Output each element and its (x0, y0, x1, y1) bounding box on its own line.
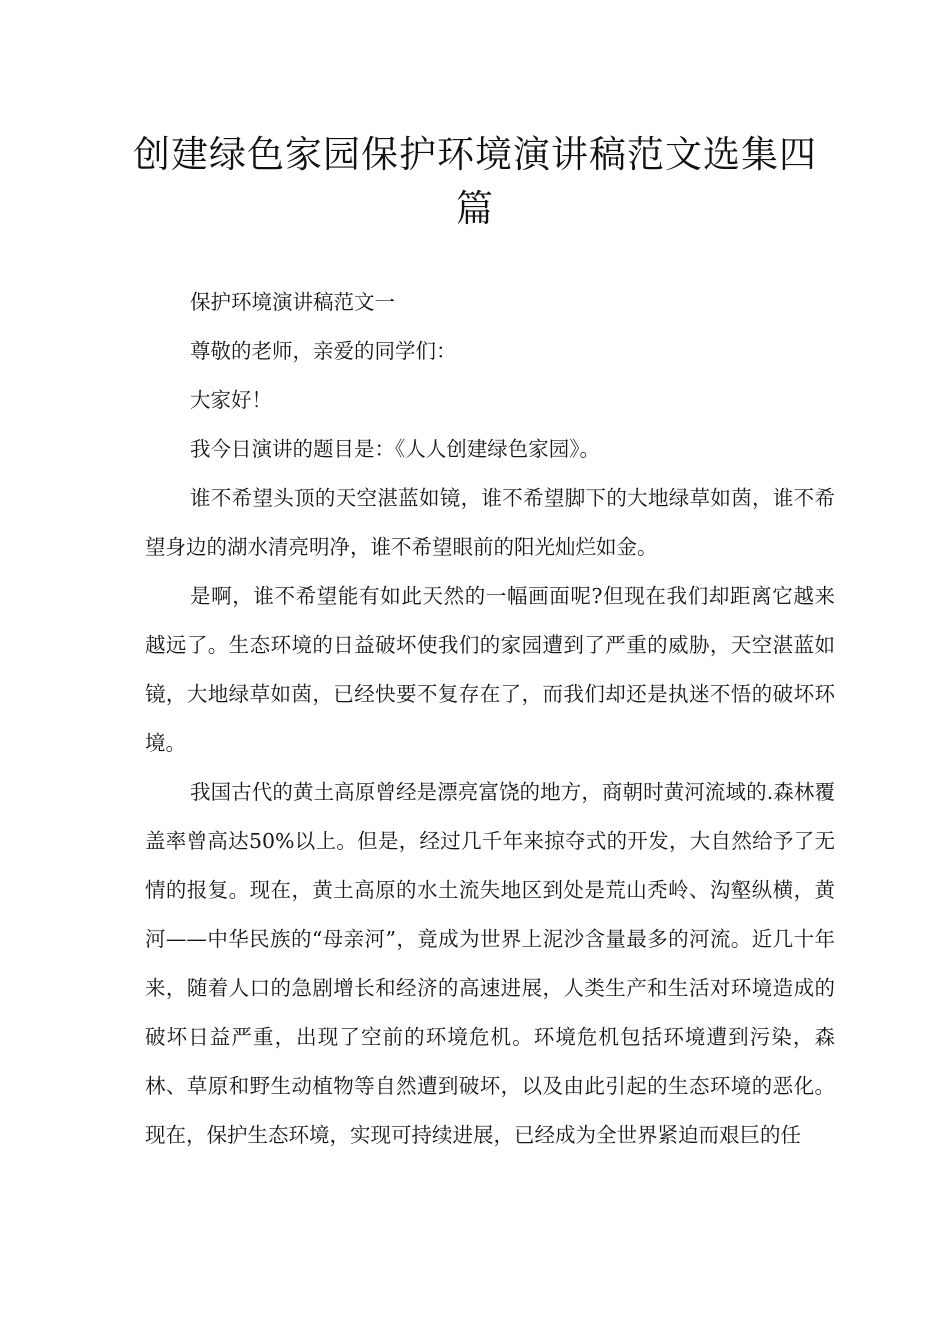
paragraph-greeting: 大家好！ (190, 388, 272, 412)
document-body (145, 278, 835, 1160)
paragraph-topic: 我今日演讲的题目是：《人人创建绿色家园》。 (190, 437, 600, 461)
paragraph-body-3: 我国古代的黄土高原曾经是漂亮富饶的地方，商朝时黄河流域的.森林覆盖率曾高达50%以上。但是，经过几千年来掠夺式的开发，大自然给予了无情的报复。现在，黄土高原的水土流失地区到处是荒山秃岭、沟壑纵横，黄河——中华民族的“母亲河”，竟成为世界上泥沙含量最多的河流。近几十年来，随着人口的急剧增长和经济的高速进展，人类生产和生活对环境造成的破坏日益严重，出现了空前的环境危机。环境危机包括环境遭到污染，森林、草原和野生动植物等自然遭到破坏，以及由此引起的生态环境的恶化。现在，保护生态环境，实现可持续进展，已经成为全世界紧迫而艰巨的任 (145, 780, 835, 1147)
paragraph-salutation: 尊敬的老师，亲爱的同学们： (190, 339, 457, 363)
paragraph-body-2: 是啊，谁不希望能有如此天然的一幅画面呢?但现在我们却距离它越来越远了。生态环境的日益破坏使我们的家园遭到了严重的威胁，天空湛蓝如镜，大地绿草如茵，已经快要不复存在了，而我们却还是执迷不悟的破坏环境。 (145, 584, 835, 755)
paragraph-section-heading: 保护环境演讲稿范文一 (190, 290, 395, 314)
paragraph-body-1: 谁不希望头顶的天空湛蓝如镜，谁不希望脚下的大地绿草如茵，谁不希望身边的湖水清亮明净，谁不希望眼前的阳光灿烂如金。 (145, 486, 835, 559)
document-title: 创建绿色家园保护环境演讲稿范文选集四篇 (133, 133, 817, 230)
